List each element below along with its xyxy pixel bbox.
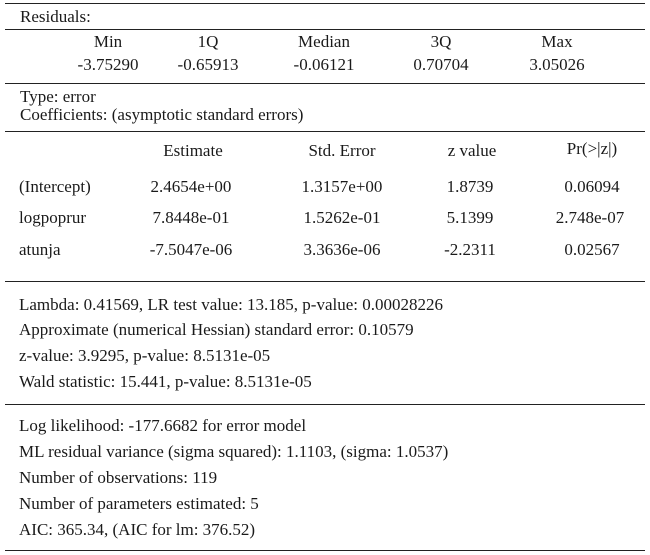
coef-cell-z-value: -2.2311 [444,240,496,259]
coef-header-pr: Pr(>|z|) [566,139,618,158]
hessian-se-line: Approximate (numerical Hessian) standard error: 0.10579 [19,320,414,339]
residual-value-min: -3.75290 [77,55,139,74]
residual-header-min: Min [93,32,123,51]
coef-cell-estimate: -7.5047e-06 [149,240,233,259]
coef-cell-std-error: 1.3157e+00 [301,177,383,196]
lambda-line: Lambda: 0.41569, LR test value: 13.185, p-value: 0.00028226 [19,295,443,314]
coef-cell-z-value: 5.1399 [446,208,494,227]
coef-cell-std-error: 1.5262e-01 [303,208,381,227]
residual-value-1q: -0.65913 [177,55,239,74]
log-likelihood-line: Log likelihood: -177.6682 for error model [19,416,307,435]
coefficients-title: Coefficients: (asymptotic standard errors) [20,105,304,124]
coef-row-name: (Intercept) [19,177,91,196]
coef-row-name: atunja [19,240,61,259]
coef-row-name: logpoprur [19,208,87,227]
coef-header-estimate: Estimate [163,141,223,160]
lambda-bottom-rule [5,404,645,405]
coef-cell-estimate: 7.8448e-01 [152,208,230,227]
type-section-rule [5,83,645,84]
residuals-rule [5,29,645,30]
coef-cell-std-error: 3.3636e-06 [303,240,381,259]
residual-value-median: -0.06121 [293,55,355,74]
top-rule [5,3,645,4]
residual-header-median: Median [298,32,350,51]
z-value-line: z-value: 3.9295, p-value: 8.5131e-05 [19,346,271,365]
coef-header-rule [5,131,645,132]
residuals-title: Residuals: [20,7,91,26]
aic-line: AIC: 365.34, (AIC for lm: 376.52) [19,520,256,539]
residual-value-max: 3.05026 [529,55,585,74]
coef-cell-pr: 0.02567 [564,240,620,259]
residual-header-max: Max [541,32,573,51]
residual-value-3q: 0.70704 [413,55,469,74]
type-line: Type: error [20,87,96,106]
wald-line: Wald statistic: 15.441, p-value: 8.5131e-05 [19,372,312,391]
coef-header-std-error: Std. Error [308,141,376,160]
coef-cell-z-value: 1.8739 [446,177,494,196]
coef-cell-pr: 2.748e-07 [555,208,625,227]
coef-cell-pr: 0.06094 [564,177,620,196]
observations-line: Number of observations: 119 [19,468,218,487]
coef-cell-estimate: 2.4654e+00 [150,177,232,196]
residual-header-1q: 1Q [197,32,219,51]
residual-header-3q: 3Q [430,32,452,51]
residual-variance-line: ML residual variance (sigma squared): 1.1103, (sigma: 1.0537) [19,442,449,461]
parameters-line: Number of parameters estimated: 5 [19,494,259,513]
coef-bottom-rule [5,281,645,282]
coef-header-z-value: z value [447,141,497,160]
bottom-rule [5,550,645,551]
